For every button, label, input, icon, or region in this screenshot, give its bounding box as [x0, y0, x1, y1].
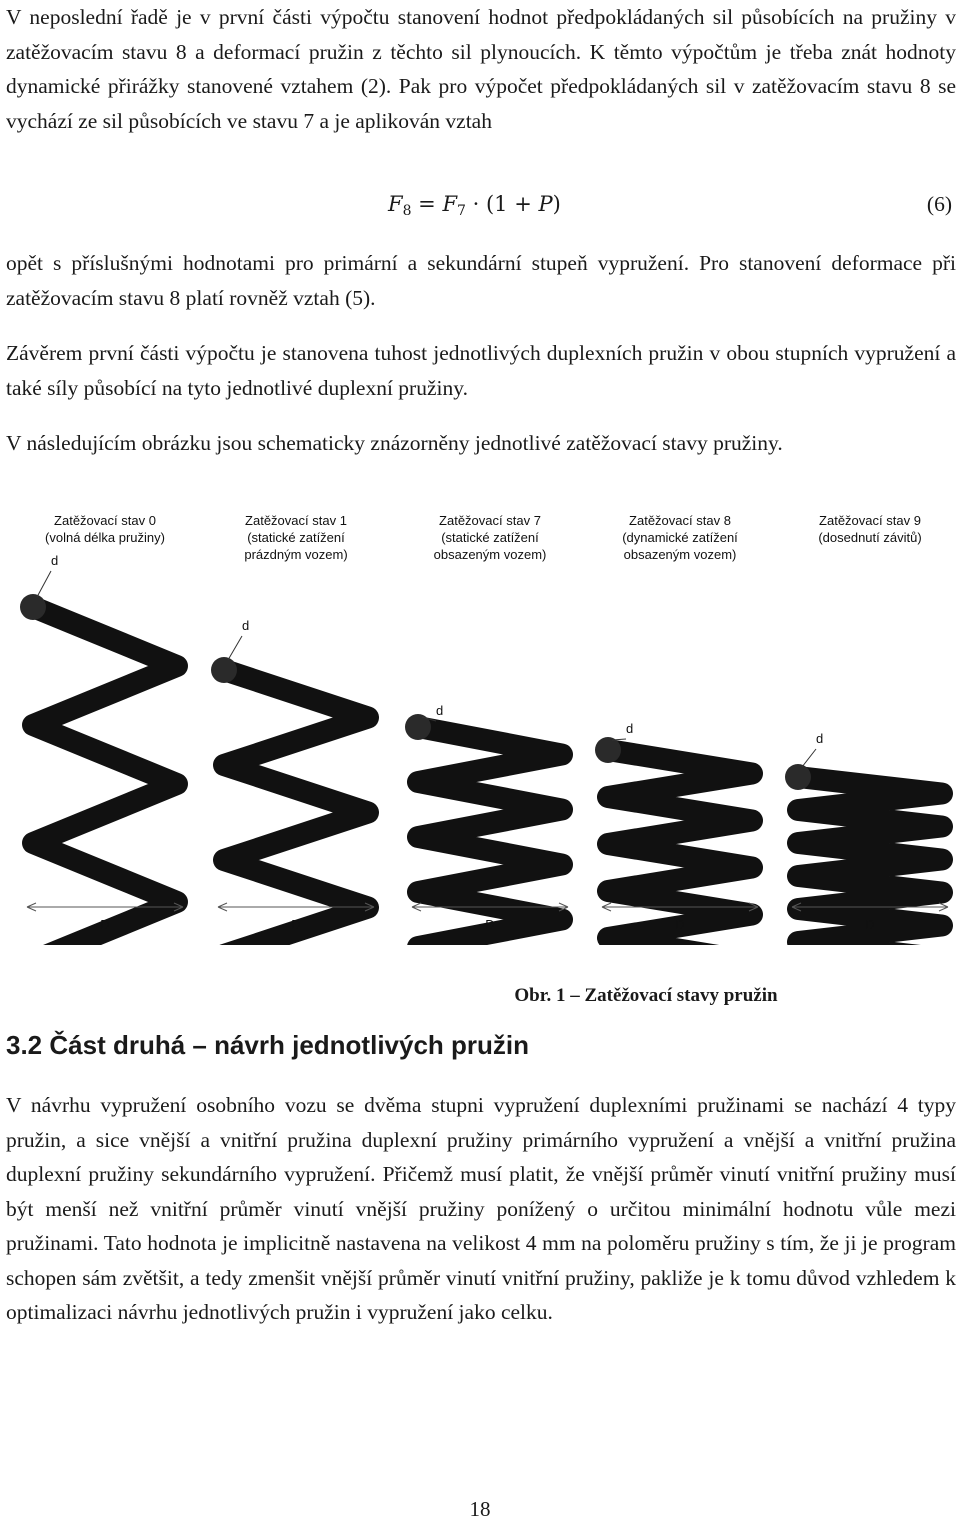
equation-number: (6) — [926, 192, 952, 216]
spring-state-1 — [211, 513, 374, 945]
wire-diameter-label: d — [242, 618, 250, 633]
spring-state-title-line: Zatěžovací stav 0 — [54, 513, 156, 528]
coil-diameter-label: D — [291, 917, 301, 932]
spring-coil — [608, 750, 752, 945]
wire-diameter-label: d — [816, 731, 824, 746]
section-heading: 3.2 Část druhá – návrh jednotlivých pružin — [6, 1030, 530, 1060]
spring-state-4 — [785, 513, 948, 945]
figure-caption: Obr. 1 – Zatěžovací stavy pružin — [514, 985, 778, 1006]
wire-diameter-leader — [228, 636, 242, 660]
wire-diameter-label: d — [436, 703, 444, 718]
wire-diameter-leader — [37, 571, 51, 597]
spring-state-title-line: (volná délka pružiny) — [45, 530, 165, 545]
equation-6 — [6, 190, 956, 226]
spring-state-title-line: (dosednutí závitů) — [818, 530, 922, 545]
intro-paragraph-4: V následujícím obrázku jsou schematicky znázorněny jednotlivé zatěžovací stavy pružiny. — [6, 431, 783, 455]
spring-state-title-line: prázdným vozem) — [244, 547, 348, 562]
intro-paragraph-3: Závěrem první části výpočtu je stanovena tuhost jednotlivých duplexních pružin v obou stupních vypružení a také síly působící na tyto jednotlivé duplexní pružiny. — [6, 341, 956, 400]
spring-state-0 — [20, 513, 183, 945]
wire-diameter-label: d — [51, 553, 59, 568]
wire-end-dot — [595, 737, 621, 763]
spring-state-title-line: obsazeným vozem) — [623, 547, 737, 562]
page-number: 18 — [469, 1497, 491, 1521]
wire-diameter-label: d — [626, 721, 634, 736]
coil-diameter-label: D — [100, 917, 110, 932]
intro-paragraph-1: V neposlední řadě je v první části výpočtu stanovení hodnot předpokládaných sil působících na pružiny v zatěžovacím stavu 8 a deformací pružin z těchto sil plynoucích. K těmto výpočtům je třeba znát hodnoty dynamické přirážky stanovené vztahem (2). Pak pro výpočet předpokládaných sil v zatěžovacím stavu 8 se vychází ze sil působících ve stavu 7 a je aplikován vztah — [6, 5, 956, 133]
wire-end-dot — [20, 594, 46, 620]
spring-state-2 — [405, 513, 568, 945]
coil-diameter-label: D — [865, 917, 875, 932]
section-paragraph: V návrhu vypružení osobního vozu se dvěma stupni vypružení duplexními pružinami se nachází 4 typy pružin, a sice vnější a vnitřní pružina duplexní pružiny primárního vypružení a vnější a vnitřní pružina duplexní pružiny sekundárního vypružení. Přičemž musí platit, že vnější průměr vinutí vnitřní pružiny musí být menší než vnitřní průměr vinutí vnější pružiny ponížený o určitou minimální hodnotu vůle mezi pružinami. Tato hodnota je implicitně nastavena na velikost 4 mm na poloměru pružiny s tím, že ji je program schopen sám zvětšit, a tedy zmenšit vnější průměr vinutí vnitřní pružiny, pakliže je k tomu důvod vzhledem k optimalizaci návrhu jednotlivých pružin i vypružení jako celku. — [6, 1093, 956, 1324]
spring-coil — [224, 670, 368, 945]
spring-state-title-line: (statické zatížení — [247, 530, 345, 545]
intro-paragraph-2: opět s příslušnými hodnotami pro primární a sekundární stupeň vypružení. Pro stanovení deformace při zatěžovacím stavu 8 platí rovněž vztah (5). — [6, 251, 956, 310]
spring-state-title-line: obsazeným vozem) — [433, 547, 547, 562]
spring-state-title-line: Zatěžovací stav 7 — [439, 513, 541, 528]
spring-coil — [418, 727, 562, 945]
equation-formula: $F_8 = F_7 \cdot (1 + P)$ — [388, 192, 561, 219]
wire-end-dot — [785, 764, 811, 790]
spring-state-title-line: Zatěžovací stav 9 — [819, 513, 921, 528]
wire-end-dot — [405, 714, 431, 740]
spring-state-title-line: Zatěžovací stav 8 — [629, 513, 731, 528]
coil-diameter-label: D — [675, 917, 685, 932]
spring-states-figure — [0, 505, 960, 945]
spring-coil — [33, 607, 177, 945]
coil-diameter-label: D — [485, 917, 495, 932]
spring-state-title-line: Zatěžovací stav 1 — [245, 513, 347, 528]
spring-state-3 — [595, 513, 758, 945]
spring-state-title-line: (statické zatížení — [441, 530, 539, 545]
wire-diameter-leader — [802, 749, 816, 767]
wire-end-dot — [211, 657, 237, 683]
spring-state-title-line: (dynamické zatížení — [622, 530, 738, 545]
